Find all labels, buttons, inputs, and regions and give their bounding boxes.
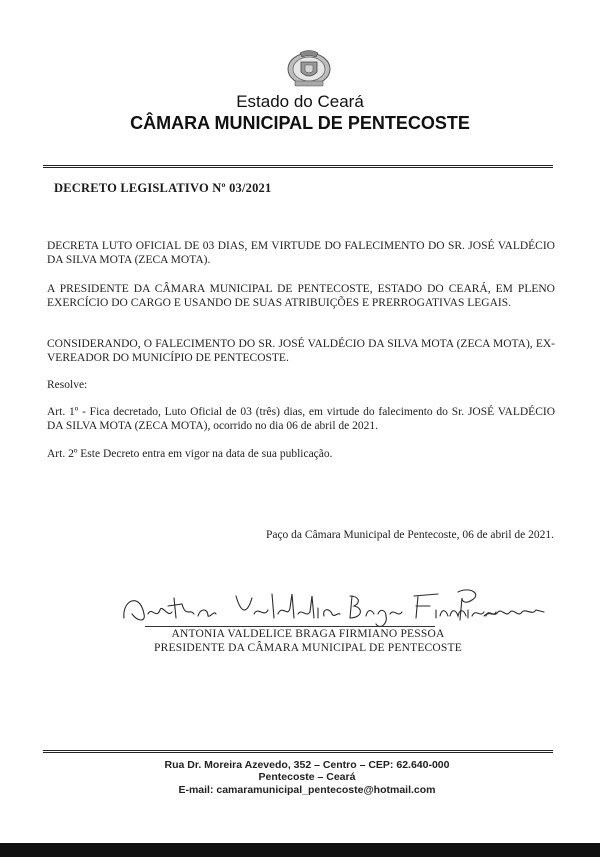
place-date: Paço da Câmara Municipal de Pentecoste, 06 de abril de 2021. [265,529,554,541]
coat-of-arms-icon [286,48,332,88]
president-preamble: A PRESIDENTE DA CÂMARA MUNICIPAL DE PENTECOSTE, ESTADO DO CEARÁ, EM PLENO EXERCÍCIO DO CARGO E USANDO DE SUAS ATRIBUIÇÕES E PRERROGATIVAS LEGAIS. [47,283,555,309]
considering-clause: CONSIDERANDO, O FALECIMENTO DO SR. JOSÉ VALDÉCIO DA SILVA MOTA (ZECA MOTA), EX-VEREADOR DO MUNICÍPIO DE PENTECOSTE. [47,338,555,364]
article-2: Art. 2º Este Decreto entra em vigor na data de sua publicação. [47,448,333,460]
header-divider [43,165,553,168]
signature-line [145,626,435,627]
footer-email: E-mail: camaramunicipal_pentecoste@hotmail.com [178,784,436,796]
scan-edge-bar [0,843,600,857]
decree-title: DECRETO LEGISLATIVO Nº 03/2021 [54,181,272,195]
council-heading: CÂMARA MUNICIPAL DE PENTECOSTE [130,113,470,133]
footer-divider [43,750,553,753]
signer-name: ANTONIA VALDELICE BRAGA FIRMIANO PESSOA [171,628,445,640]
decree-summary: DECRETA LUTO OFICIAL DE 03 DIAS, EM VIRTUDE DO FALECIMENTO DO SR. JOSÉ VALDÉCIO DA SILVA MOTA (ZECA MOTA). [47,240,555,266]
resolve-label: Resolve: [47,379,88,391]
state-heading: Estado do Ceará [236,92,364,111]
article-1: Art. 1º - Fica decretado, Luto Oficial de 03 (três) dias, em virtude do falecimento do Sr. JOSÉ VALDÉCIO DA SILVA MOTA (ZECA MOTA), ocorrido no dia 06 de abril de 2021. [47,406,555,432]
signer-role: PRESIDENTE DA CÂMARA MUNICIPAL DE PENTECOSTE [154,642,462,654]
footer-city: Pentecoste – Ceará [258,771,356,783]
footer-address: Rua Dr. Moreira Azevedo, 352 – Centro – CEP: 62.640-000 [164,759,450,771]
